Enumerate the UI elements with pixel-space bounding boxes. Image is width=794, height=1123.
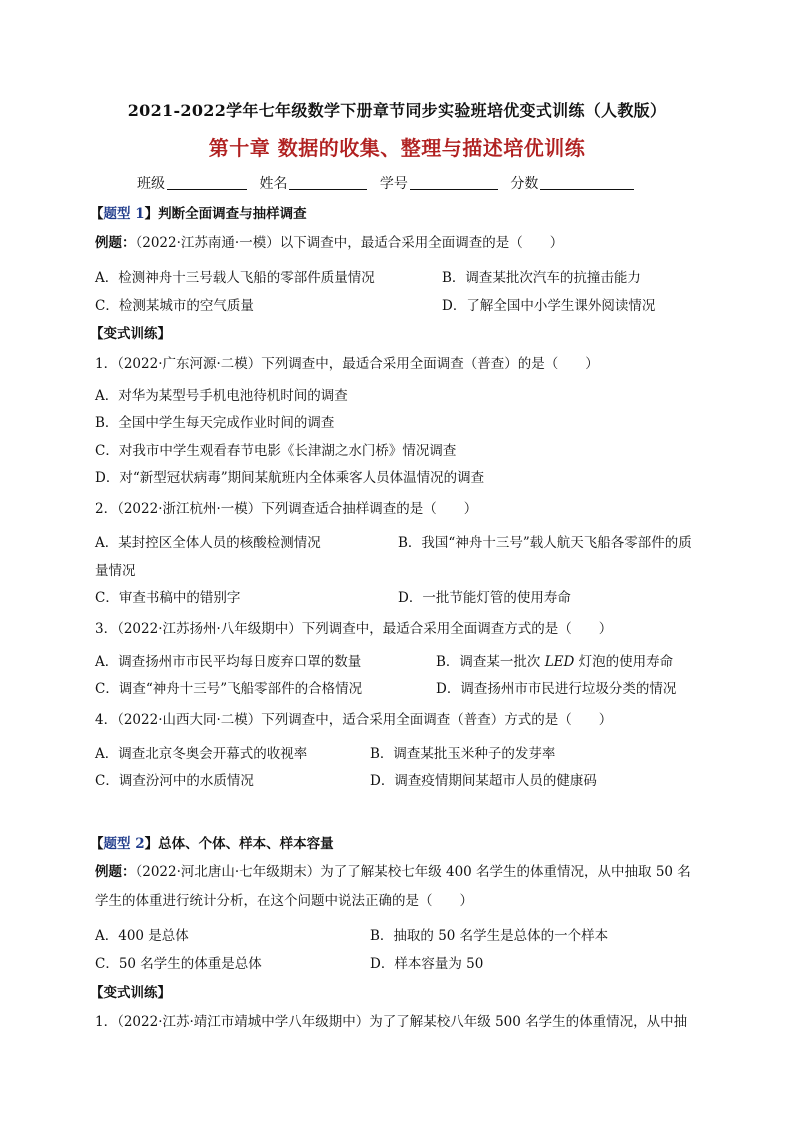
id-label: 学号 bbox=[379, 176, 408, 192]
name-label: 姓名 bbox=[259, 176, 288, 192]
q2-option-a: A．某封控区全体人员的核酸检测情况 bbox=[95, 535, 321, 551]
section2-tag-word: 题型 2 bbox=[103, 836, 145, 852]
class-blank[interactable] bbox=[167, 175, 247, 190]
q4-option-d: D．调查疫情期间某超市人员的健康码 bbox=[370, 773, 597, 789]
q4-option-a: A．调查北京冬奥会开幕式的收视率 bbox=[95, 746, 308, 762]
example-label: 例题： bbox=[95, 235, 136, 251]
ex2-option-d: D．样本容量为 50 bbox=[370, 956, 484, 972]
q3-b-led: LED bbox=[544, 654, 575, 670]
q2-option-d: D．一批节能灯管的使用寿命 bbox=[398, 590, 571, 606]
section1-tag-close: 】 bbox=[144, 206, 159, 222]
q2-option-b-cont: 量情况 bbox=[95, 563, 136, 579]
variant2-heading: 【变式训练】 bbox=[90, 985, 171, 1001]
section1-tag-open: 【 bbox=[90, 206, 104, 222]
class-label: 班级 bbox=[137, 176, 165, 192]
example2-label: 例题： bbox=[95, 864, 136, 880]
q1-option-a: A．对华为某型号手机电池待机时间的调查 bbox=[95, 388, 348, 404]
option-c: C．检测某城市的空气质量 bbox=[95, 298, 254, 314]
section1-tag-word: 题型 1 bbox=[103, 206, 145, 222]
variant-heading: 【变式训练】 bbox=[90, 326, 171, 342]
question-1: 1．（2022·广东河源·二模）下列调查中，最适合采用全面调查（普查）的是（ ） bbox=[95, 356, 599, 372]
name-blank[interactable] bbox=[289, 175, 367, 190]
q3-option-a: A．调查扬州市市民平均每日废弃口罩的数量 bbox=[95, 654, 362, 670]
ex2-option-a: A．400 是总体 bbox=[95, 928, 189, 944]
q3-option-b bbox=[436, 652, 673, 672]
id-blank[interactable] bbox=[410, 175, 498, 190]
document-title: 2021-2022学年七年级数学下册章节同步实验班培优变式训练（人教版） bbox=[127, 101, 667, 120]
section2-example bbox=[95, 862, 691, 882]
q3-option-c: C．调查“神舟十三号”飞船零部件的合格情况 bbox=[95, 681, 363, 697]
option-a: A．检测神舟十三号载人飞船的零部件质量情况 bbox=[95, 270, 375, 286]
ex2-option-c: C．50 名学生的体重是总体 bbox=[95, 956, 262, 972]
q3-b-post: 灯泡的使用寿命 bbox=[574, 654, 674, 670]
q1-option-b: B．全国中学生每天完成作业时间的调查 bbox=[95, 415, 335, 431]
example2-text: （2022·河北唐山·七年级期末）为了了解某校七年级 400 名学生的体重情况，从中抽取 50 名 bbox=[135, 864, 691, 880]
score-blank[interactable] bbox=[540, 175, 634, 190]
question-4: 4．（2022·山西大同·二模）下列调查中，适合采用全面调查（普查）方式的是（ ） bbox=[95, 712, 613, 728]
q1-option-d: D．对“新型冠状病毒”期间某航班内全体乘客人员体温情况的调查 bbox=[95, 470, 485, 486]
chapter-title: 第十章 数据的收集、整理与描述培优训练 bbox=[208, 136, 586, 160]
student-info-fields bbox=[137, 173, 642, 193]
ex2-option-b: B．抽取的 50 名学生是总体的一个样本 bbox=[370, 928, 609, 944]
section2-tag-close: 】 bbox=[144, 836, 159, 852]
q2-option-c: C．审查书稿中的错别字 bbox=[95, 590, 241, 606]
s2-question-1: 1．（2022·江苏·靖江市靖城中学八年级期中）为了了解某校八年级 500 名学生的体重情况，从中抽 bbox=[95, 1014, 688, 1030]
section1-title: 判断全面调查与抽样调查 bbox=[158, 206, 307, 222]
q2-option-b: B．我国“神舟十三号”载人航天飞船各零部件的质 bbox=[398, 535, 692, 551]
section2-title: 总体、个体、样本、样本容量 bbox=[158, 836, 334, 852]
score-label: 分数 bbox=[510, 176, 539, 192]
question-3: 3．（2022·江苏扬州·八年级期中）下列调查中，最适合采用全面调查方式的是（ ） bbox=[95, 621, 613, 637]
section2-heading bbox=[90, 834, 334, 854]
question-2: 2．（2022·浙江杭州·一模）下列调查适合抽样调查的是（ ） bbox=[95, 501, 478, 517]
example-text: （2022·江苏南通·一模）以下调查中，最适合采用全面调查的是（ ） bbox=[135, 235, 564, 251]
q3-b-pre: B．调查某一批次 bbox=[436, 654, 545, 670]
section2-tag-open: 【 bbox=[90, 836, 104, 852]
q3-option-d: D．调查扬州市市民进行垃圾分类的情况 bbox=[436, 681, 677, 697]
section1-heading bbox=[90, 204, 307, 224]
option-b: B．调查某批次汽车的抗撞击能力 bbox=[442, 270, 641, 286]
example2-text-cont: 学生的体重进行统计分析，在这个问题中说法正确的是（ ） bbox=[95, 893, 473, 909]
q4-option-c: C．调查汾河中的水质情况 bbox=[95, 773, 254, 789]
option-d: D．了解全国中小学生课外阅读情况 bbox=[442, 298, 656, 314]
section1-example bbox=[95, 233, 563, 253]
q1-option-c: C．对我市中学生观看春节电影《长津湖之水门桥》情况调查 bbox=[95, 443, 457, 459]
q4-option-b: B．调查某批玉米种子的发芽率 bbox=[370, 746, 556, 762]
